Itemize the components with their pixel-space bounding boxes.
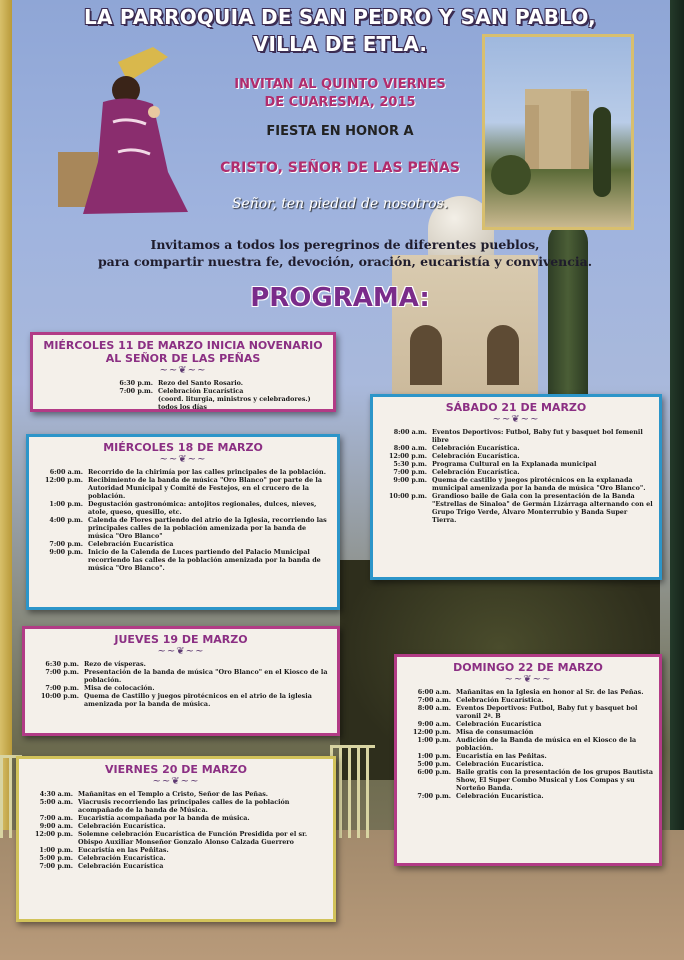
church-tower (525, 105, 539, 169)
schedule-card-fri20 (16, 756, 336, 922)
schedule-row (29, 540, 337, 548)
schedule-text: Presentación de la banda de música "Oro Blanco" en el Kiosco de la población. (84, 668, 328, 684)
schedule-time: 9:00 a.m. (417, 720, 451, 728)
schedule-time: 12:00 p.m. (412, 728, 451, 736)
schedule-row (397, 728, 659, 736)
schedule-row (397, 696, 659, 704)
schedule-text: Celebración Eucarística (78, 862, 164, 870)
schedule-time: 6:00 a.m. (417, 688, 451, 696)
schedule-text: Celebración Eucarística. (456, 696, 544, 704)
schedule-time: 8:00 a.m. (393, 444, 427, 452)
schedule-text: Baile gratis con la presentación de los grupos Bautista Show, El Super Combo Musical y Los Compas y su Norteño Banda. (456, 768, 654, 792)
schedule-row (373, 476, 659, 492)
card-title: JUEVES 19 DE MARZO (114, 633, 248, 646)
card-title: MIÉRCOLES 18 DE MARZO (103, 441, 263, 454)
schedule-text: Celebración Eucarística. (78, 854, 166, 862)
schedule-text: Viacrusis recorriendo las principales calles de la población acompañado de la banda de Música. (78, 798, 290, 814)
schedule-row (397, 768, 659, 792)
ornament-icon: ~~❦~~ (152, 776, 200, 787)
schedule-text: Mañanitas en el Templo a Cristo, Señor de las Peñas. (78, 790, 269, 798)
ornament-icon: ~~❦~~ (159, 365, 207, 376)
schedule-card-thu19 (22, 626, 340, 736)
schedule-time: 5:00 a.m. (39, 798, 73, 806)
schedule-row (29, 468, 337, 476)
schedule-time: 12:00 p.m. (34, 830, 73, 838)
tree (593, 107, 611, 197)
schedule-card-sun22 (394, 654, 662, 866)
fiesta-text: FIESTA EN HONOR A (266, 124, 414, 139)
schedule-time: 7:00 p.m. (45, 684, 79, 692)
schedule-list (19, 790, 333, 870)
schedule-time: 5:00 p.m. (39, 854, 73, 862)
christ-figure-image (58, 42, 198, 227)
schedule-text: Rezo del Santo Rosario. (158, 379, 244, 387)
schedule-row (19, 798, 333, 814)
schedule-time: 8:00 a.m. (393, 428, 427, 436)
schedule-text: Celebración Eucarística. (432, 468, 520, 476)
cristo-title: CRISTO, SEÑOR DE LAS PEÑAS (220, 160, 460, 176)
title-line: VILLA DE ETLA. (252, 32, 428, 56)
schedule-text: Celebración Eucarística. (432, 444, 520, 452)
schedule-list (373, 428, 659, 524)
schedule-text: Eventos Deportivos: Futbol, Baby fut y basquet bol varonil 2ª. B (456, 704, 638, 720)
schedule-row (33, 379, 333, 387)
schedule-row (19, 814, 333, 822)
schedule-list (397, 688, 659, 800)
schedule-time: 4:00 p.m. (49, 516, 83, 524)
schedule-row (373, 428, 659, 444)
ornament-icon: ~~❦~~ (492, 414, 540, 425)
card-title (33, 339, 333, 365)
schedule-row (373, 452, 659, 460)
schedule-text: Programa Cultural en la Explanada municipal (432, 460, 597, 468)
schedule-text: Misa de consumación (456, 728, 534, 736)
poster-frame-right (670, 0, 684, 960)
schedule-text: Eucaristía en las Peñitas. (456, 752, 547, 760)
schedule-time (33, 395, 158, 411)
tower-arch (410, 325, 442, 385)
schedule-time: 7:00 a.m. (39, 814, 73, 822)
figure-hand (148, 106, 160, 118)
schedule-text: Celebración Eucarística (456, 720, 542, 728)
schedule-time: 1:00 p.m. (417, 736, 451, 744)
schedule-row (397, 736, 659, 752)
card-title-line: MIÉRCOLES 11 DE MARZO INICIA NOVENARIO (43, 339, 323, 352)
schedule-text: Celebración Eucarística. (456, 792, 544, 800)
card-title-line: AL SEÑOR DE LAS PEÑAS (105, 352, 261, 365)
schedule-text: Rezo de vísperas. (84, 660, 146, 668)
schedule-text: Audición de la Banda de música en el Kiosco de la población. (456, 736, 637, 752)
schedule-time: 6:30 p.m. (45, 660, 79, 668)
schedule-text: Recorrido de la chirimía por las calles principales de la población. (88, 468, 326, 476)
invite-line: INVITAN AL QUINTO VIERNES (234, 77, 446, 92)
schedule-text: Solemne celebración Eucarística de Función Presidida por el sr. Obispo Auxiliar Monseñor Gonzalo Alonso Calzada Guerrero (78, 830, 308, 846)
schedule-card-wed18 (26, 434, 340, 610)
invitation-paragraph (40, 236, 650, 270)
schedule-text: Grandioso baile de Gala con la presentación de la Banda "Estrellas de Sinaloa" de Germán Lizárraga alternando con el Grupo Trigo Verde, Álvaro Monterrubio y Banda Super Tierra. (432, 492, 653, 524)
schedule-time: 12:00 p.m. (44, 476, 83, 484)
schedule-text: Celebración Eucarística (88, 540, 174, 548)
schedule-row (19, 822, 333, 830)
schedule-time: 6:00 p.m. (417, 768, 451, 776)
church-photo (482, 34, 634, 230)
railing (330, 745, 375, 838)
schedule-card-wed11 (30, 332, 336, 412)
schedule-text: Quema de castillo y juegos pirotécnicos en la explanada municipal amenizada por la banda de música "Oro Blanco". (432, 476, 646, 492)
schedule-time: 6:30 p.m. (119, 379, 153, 387)
schedule-row (19, 830, 333, 846)
figure-robe (83, 98, 188, 214)
schedule-time: 10:00 p.m. (40, 692, 79, 700)
ornament-icon: ~~❦~~ (157, 646, 205, 657)
schedule-time: 7:00 p.m. (417, 792, 451, 800)
schedule-time: 6:00 a.m. (49, 468, 83, 476)
schedule-row (397, 752, 659, 760)
schedule-row (29, 516, 337, 540)
schedule-text: Misa de colocación. (84, 684, 155, 692)
programa-heading: PROGRAMA: (250, 283, 430, 313)
invite-line: DE CUARESMA, 2015 (264, 95, 416, 110)
schedule-row (29, 548, 337, 572)
schedule-text: Recibimiento de la banda de música "Oro Blanco" por parte de la Autoridad Municipal y Comité de Festejos, en el crucero de la población. (88, 476, 322, 500)
schedule-row (19, 854, 333, 862)
invitation-line: para compartir nuestra fe, devoción, oración, eucaristía y convivencia. (97, 254, 593, 269)
schedule-card-sat21 (370, 394, 662, 580)
schedule-text: Eventos Deportivos: Futbol, Baby fut y basquet bol femenil libre (432, 428, 643, 444)
schedule-row (33, 395, 333, 411)
schedule-time: 5:00 p.m. (417, 760, 451, 768)
schedule-text: (coord. liturgia, ministros y celebradores.) todos los días (158, 395, 311, 411)
schedule-row (397, 720, 659, 728)
tree (491, 155, 531, 195)
schedule-time: 7:00 p.m. (49, 540, 83, 548)
schedule-time: 1:00 p.m. (417, 752, 451, 760)
schedule-row (373, 492, 659, 524)
invitation-line: Invitamos a todos los peregrinos de diferentes pueblos, (150, 237, 540, 252)
schedule-list (29, 468, 337, 572)
schedule-time: 7:00 p.m. (119, 387, 153, 395)
schedule-time: 7:00 p.m. (393, 468, 427, 476)
schedule-time: 7:00 p.m. (45, 668, 79, 676)
schedule-row (25, 692, 337, 708)
schedule-row (397, 792, 659, 800)
schedule-row (19, 862, 333, 870)
ornament-icon: ~~❦~~ (504, 674, 552, 685)
card-title: SÁBADO 21 DE MARZO (445, 401, 587, 414)
schedule-text: Mañanitas en la Iglesia en honor al Sr. de las Peñas. (456, 688, 644, 696)
schedule-text: Celebración Eucarística. (456, 760, 544, 768)
schedule-time: 10:00 p.m. (388, 492, 427, 500)
schedule-text: Degustación gastronómica: antojitos regionales, dulces, nieves, atole, queso, quesillo, etc. (88, 500, 317, 516)
schedule-time: 7:00 p.m. (39, 862, 73, 870)
schedule-row (25, 684, 337, 692)
schedule-time: 8:00 a.m. (417, 704, 451, 712)
schedule-row (19, 790, 333, 798)
schedule-text: Celebración Eucarística. (432, 452, 520, 460)
schedule-time: 12:00 p.m. (388, 452, 427, 460)
card-title: VIERNES 20 DE MARZO (105, 763, 247, 776)
schedule-row (397, 760, 659, 768)
schedule-time: 5:30 p.m. (393, 460, 427, 468)
schedule-time: 1:00 p.m. (49, 500, 83, 508)
schedule-row (397, 688, 659, 696)
schedule-text: Celebración Eucarística. (78, 822, 166, 830)
schedule-text: Calenda de Flores partiendo del atrio de la Iglesia, recorriendo las principales calles de la población amenizada por la banda de música "Oro Blanco" (88, 516, 327, 540)
schedule-row (373, 460, 659, 468)
schedule-row (373, 444, 659, 452)
schedule-time: 9:00 p.m. (49, 548, 83, 556)
schedule-time: 9:00 a.m. (39, 822, 73, 830)
schedule-text: Eucaristía en las Peñitas. (78, 846, 169, 854)
schedule-text: Inicio de la Calenda de Luces partiendo del Palacio Municipal recorriendo las calles de la población amenizada por la banda de música "Oro Blanco". (88, 548, 321, 572)
schedule-time: 7:00 a.m. (417, 696, 451, 704)
church-tower (571, 91, 589, 169)
schedule-list (33, 379, 333, 411)
schedule-list (25, 660, 337, 708)
schedule-text: Celebración Eucarística (158, 387, 244, 395)
ornament-icon: ~~❦~~ (159, 454, 207, 465)
schedule-row (33, 387, 333, 395)
schedule-row (25, 660, 337, 668)
schedule-text: Quema de Castillo y juegos pirotécnicos en el atrio de la iglesia amenizada por la banda de música. (84, 692, 312, 708)
schedule-row (29, 500, 337, 516)
schedule-text: Eucaristía acompañada por la banda de música. (78, 814, 250, 822)
schedule-row (19, 846, 333, 854)
title-line: LA PARROQUIA DE SAN PEDRO Y SAN PABLO, (84, 5, 596, 29)
schedule-time: 1:00 p.m. (39, 846, 73, 854)
tower-arch (487, 325, 519, 385)
schedule-time: 9:00 p.m. (393, 476, 427, 484)
schedule-row (29, 476, 337, 500)
schedule-row (373, 468, 659, 476)
card-title: DOMINGO 22 DE MARZO (453, 661, 603, 674)
schedule-row (25, 668, 337, 684)
piedad-text: Señor, ten piedad de nosotros. (231, 196, 449, 212)
schedule-row (397, 704, 659, 720)
schedule-time: 4:30 a.m. (39, 790, 73, 798)
invite-text (195, 76, 485, 112)
